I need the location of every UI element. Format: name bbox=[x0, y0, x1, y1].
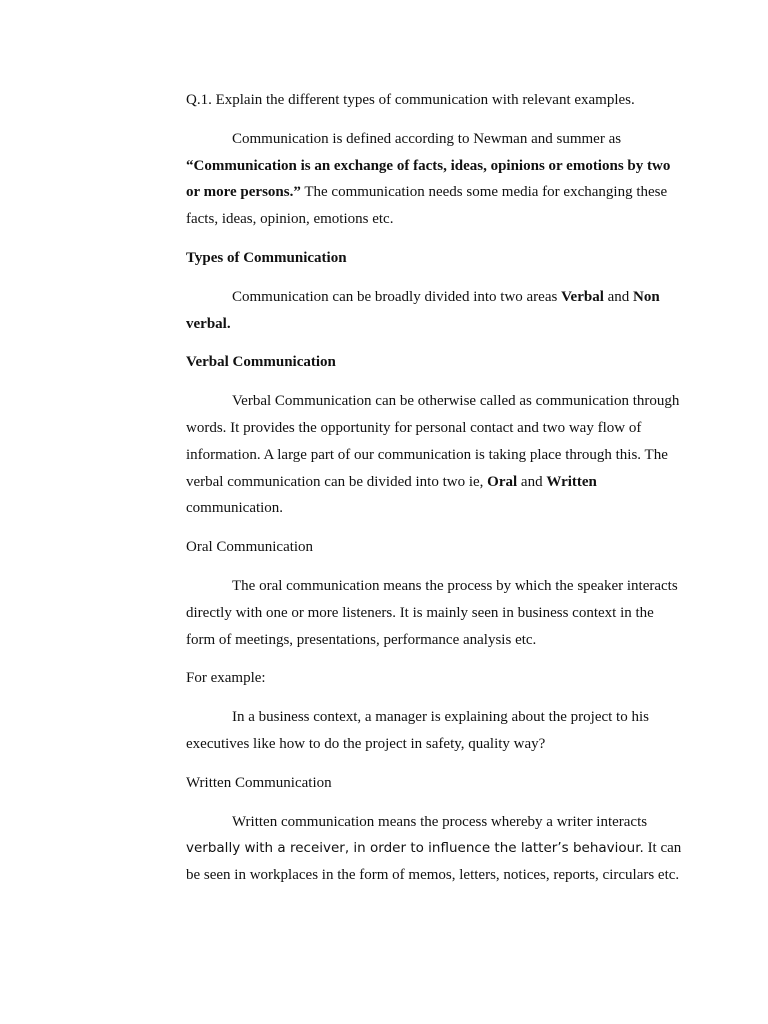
types-paragraph bbox=[186, 284, 686, 338]
oral-paragraph: The oral communication means the process by which the speaker interacts directly with one or more listeners. It is mainly seen in business context in the form of meetings, presentations, performance analysis etc. bbox=[186, 577, 678, 648]
written-heading: Written Communication bbox=[186, 774, 332, 791]
written-rest: It can be seen in workplaces in the form of memos, letters, notices, reports, circulars etc. bbox=[186, 840, 682, 884]
types-lead: Communication can be broadly divided into two areas bbox=[232, 288, 562, 305]
example-label: For example: bbox=[186, 670, 266, 687]
example-paragraph: In a business context, a manager is explaining about the project to his executives like how to do the project in safety, quality way? bbox=[186, 709, 649, 752]
written-lead: Written communication means the process whereby a writer interacts bbox=[232, 813, 648, 830]
verbal-oral: Oral bbox=[487, 473, 518, 490]
types-and: and bbox=[603, 288, 634, 305]
intro-paragraph bbox=[186, 126, 686, 233]
types-heading: Types of Communication bbox=[186, 249, 347, 266]
verbal-heading: Verbal Communication bbox=[186, 354, 336, 371]
verbal-written: Written bbox=[546, 473, 597, 490]
types-nonverbal: Non verbal. bbox=[186, 288, 660, 332]
intro-quote: “Communication is an exchange of facts, ideas, opinions or emotions by two or more persons.” bbox=[186, 157, 671, 201]
oral-heading: Oral Communication bbox=[186, 539, 314, 556]
verbal-tail: communication. bbox=[186, 500, 284, 517]
document-body bbox=[186, 87, 686, 901]
verbal-text: Verbal Communication can be otherwise called as communication through words. It provides the opportunity for personal contact and two way flow of information. A large part of our communication is taking place through this. The verbal communication can be divided into two ie, bbox=[186, 393, 680, 490]
intro-rest: The communication needs some media for exchanging these facts, ideas, opinion, emotions etc. bbox=[186, 184, 668, 228]
written-paragraph bbox=[186, 809, 686, 889]
intro-lead: Communication is defined according to Newman and summer as bbox=[232, 130, 622, 147]
verbal-and: and bbox=[517, 473, 547, 490]
question-line: Q.1. Explain the different types of communication with relevant examples. bbox=[186, 92, 635, 108]
types-verbal: Verbal bbox=[561, 288, 604, 305]
verbal-paragraph bbox=[186, 388, 686, 522]
written-sans: verbally with a receiver, in order to influence the latter’s behaviour. bbox=[186, 840, 644, 857]
